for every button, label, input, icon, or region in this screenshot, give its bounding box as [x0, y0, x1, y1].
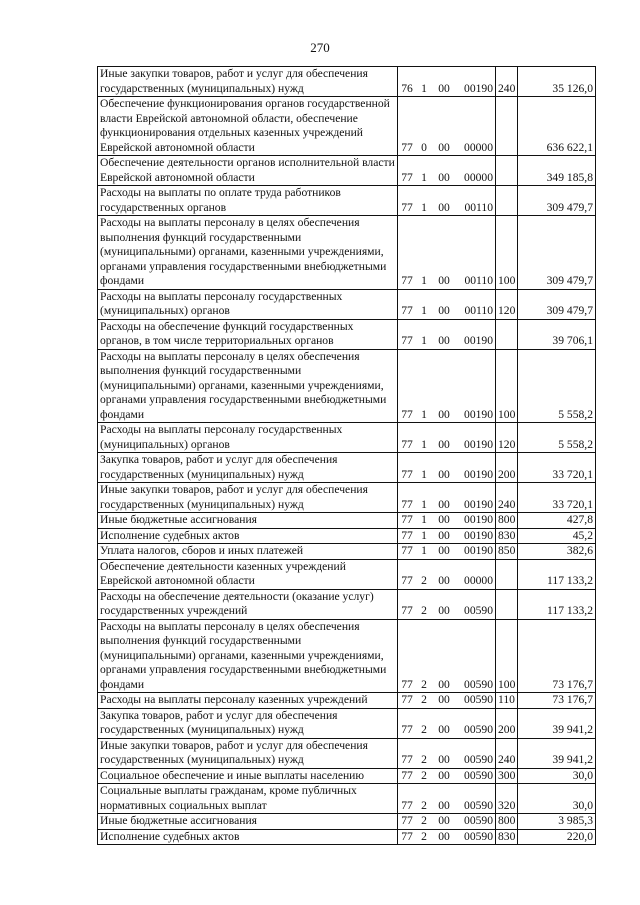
amount-cell: 382,6 [518, 544, 596, 560]
amount-cell: 33 720,1 [518, 453, 596, 483]
code-part: 00 [438, 140, 450, 154]
expense-name-cell: Исполнение судебных актов [98, 528, 398, 544]
code-part: 77 [401, 677, 413, 691]
code-part: 00 [438, 693, 450, 706]
expense-name-cell: Расходы на выплаты персоналу в целях обеспечения выполнения функций государственными (муниципальными) органами, казенными учреждениями, органами управления государственными внебюджетными фондами [98, 619, 398, 693]
code-part: 00190 [464, 528, 493, 542]
code-part: 1 [421, 304, 427, 317]
code-part: 00590 [464, 604, 493, 617]
expense-name-cell: Уплата налогов, сборов и иных платежей [98, 544, 398, 560]
code-part: 77 [401, 497, 413, 511]
code-part: 00110 [464, 200, 493, 214]
table-row [98, 768, 596, 784]
expense-type-cell: 240 [496, 67, 518, 97]
expense-type-cell: 100 [496, 349, 518, 423]
code-part: 77 [401, 407, 413, 421]
expense-type-cell: 830 [496, 829, 518, 845]
amount-cell: 39 941,2 [518, 738, 596, 768]
amount-cell: 309 479,7 [518, 289, 596, 319]
code-part: 00190 [464, 467, 493, 481]
expense-name-cell: Иные бюджетные ассигнования [98, 814, 398, 830]
code-part: 00 [438, 304, 450, 317]
expense-name-cell: Иные закупки товаров, работ и услуг для обеспечения государственных (муниципальных) нужд [98, 67, 398, 97]
code-part: 00 [438, 814, 450, 827]
code-part: 0 [421, 140, 427, 154]
expense-type-cell: 850 [496, 544, 518, 560]
code-part: 00 [438, 170, 450, 184]
code-part: 2 [421, 753, 427, 766]
expense-name-cell: Расходы на обеспечение функций государственных органов, в том числе территориальных органов [98, 319, 398, 349]
code-parts [398, 693, 495, 708]
target-article-code-cell [398, 528, 496, 544]
target-article-code-cell [398, 483, 496, 513]
expense-type-cell [496, 319, 518, 349]
amount-cell: 73 176,7 [518, 619, 596, 693]
amount-cell: 45,2 [518, 528, 596, 544]
target-article-code-cell [398, 289, 496, 319]
code-part: 77 [401, 170, 413, 184]
table-row [98, 453, 596, 483]
code-part: 77 [401, 304, 413, 317]
table-row [98, 349, 596, 423]
code-part: 00 [438, 798, 450, 812]
code-part: 2 [421, 604, 427, 617]
code-part: 00 [438, 467, 450, 481]
expense-name-cell: Расходы на выплаты по оплате труда работников государственных органов [98, 186, 398, 216]
amount-cell: 5 558,2 [518, 423, 596, 453]
code-part: 77 [401, 513, 413, 526]
target-article-code-cell [398, 708, 496, 738]
table-row [98, 784, 596, 814]
code-part: 77 [401, 574, 413, 587]
code-parts [398, 201, 495, 216]
code-part: 1 [421, 274, 427, 287]
target-article-code-cell [398, 186, 496, 216]
code-part: 00590 [464, 829, 493, 843]
expense-type-cell [496, 156, 518, 186]
code-part: 77 [401, 467, 413, 481]
code-parts [398, 304, 495, 319]
target-article-code-cell [398, 349, 496, 423]
target-article-code-cell [398, 693, 496, 709]
code-part: 00190 [464, 513, 493, 526]
code-part: 00110 [464, 274, 493, 287]
expense-type-cell: 120 [496, 289, 518, 319]
amount-cell: 636 622,1 [518, 97, 596, 156]
code-part: 77 [401, 723, 413, 736]
code-part: 2 [421, 723, 427, 736]
target-article-code-cell [398, 784, 496, 814]
expense-name-cell: Расходы на выплаты персоналу в целях обеспечения выполнения функций государственными (муниципальными) органами, казенными учреждениями, органами управления государственными внебюджетными фондами [98, 216, 398, 290]
table-row [98, 708, 596, 738]
code-part: 00 [438, 677, 450, 691]
code-part: 00190 [464, 437, 493, 451]
expense-name-cell: Иные закупки товаров, работ и услуг для обеспечения государственных (муниципальных) нужд [98, 738, 398, 768]
amount-cell: 35 126,0 [518, 67, 596, 97]
expense-type-cell: 240 [496, 738, 518, 768]
code-parts [398, 604, 495, 619]
code-part: 1 [421, 334, 427, 347]
code-part: 77 [401, 200, 413, 214]
code-parts [398, 498, 495, 513]
table-row [98, 528, 596, 544]
table-row [98, 513, 596, 529]
code-part: 77 [401, 437, 413, 451]
amount-cell: 309 479,7 [518, 216, 596, 290]
code-parts [398, 82, 495, 97]
amount-cell: 30,0 [518, 784, 596, 814]
expense-name-cell: Расходы на выплаты персоналу государственных (муниципальных) органов [98, 289, 398, 319]
expense-type-cell: 200 [496, 708, 518, 738]
budget-table [97, 66, 596, 845]
code-parts [398, 513, 495, 528]
table-row [98, 483, 596, 513]
code-part: 2 [421, 677, 427, 691]
code-part: 77 [401, 528, 413, 542]
expense-type-cell: 300 [496, 768, 518, 784]
expense-type-cell: 240 [496, 483, 518, 513]
expense-type-cell [496, 97, 518, 156]
code-part: 2 [421, 798, 427, 812]
code-part: 00 [438, 437, 450, 451]
target-article-code-cell [398, 67, 496, 97]
budget-table-body [98, 67, 596, 845]
code-parts [398, 141, 495, 156]
amount-cell: 30,0 [518, 768, 596, 784]
code-part: 1 [421, 467, 427, 481]
code-part: 77 [401, 274, 413, 287]
code-parts [398, 544, 495, 559]
code-part: 00 [438, 829, 450, 843]
code-part: 77 [401, 140, 413, 154]
code-part: 2 [421, 814, 427, 827]
amount-cell: 39 941,2 [518, 708, 596, 738]
code-part: 77 [401, 798, 413, 812]
code-part: 00 [438, 274, 450, 287]
code-part: 1 [421, 437, 427, 451]
target-article-code-cell [398, 814, 496, 830]
code-parts [398, 334, 495, 349]
expense-name-cell: Социальное обеспечение и иные выплаты населению [98, 768, 398, 784]
code-part: 2 [421, 829, 427, 843]
code-part: 77 [401, 544, 413, 557]
expense-name-cell: Обеспечение функционирования органов государственной власти Еврейской автономной области, обеспечение функционирования отдельных казенных учреждений Еврейской автономной области [98, 97, 398, 156]
expense-type-cell: 110 [496, 693, 518, 709]
code-part: 77 [401, 604, 413, 617]
target-article-code-cell [398, 544, 496, 560]
code-part: 00 [438, 200, 450, 214]
expense-name-cell: Социальные выплаты гражданам, кроме публичных нормативных социальных выплат [98, 784, 398, 814]
code-parts [398, 678, 495, 693]
table-row [98, 693, 596, 709]
expense-type-cell: 800 [496, 513, 518, 529]
code-part: 00000 [464, 170, 493, 184]
code-part: 00 [438, 574, 450, 587]
code-parts [398, 274, 495, 289]
expense-type-cell [496, 186, 518, 216]
code-parts [398, 753, 495, 768]
table-row [98, 589, 596, 619]
expense-name-cell: Обеспечение деятельности казенных учреждений Еврейской автономной области [98, 559, 398, 589]
code-part: 00 [438, 768, 450, 782]
code-part: 00000 [464, 574, 493, 587]
table-row [98, 156, 596, 186]
target-article-code-cell [398, 589, 496, 619]
code-parts [398, 171, 495, 186]
expense-name-cell: Расходы на выплаты персоналу в целях обеспечения выполнения функций государственными (муниципальными) органами, казенными учреждениями, органами управления государственными внебюджетными фондами [98, 349, 398, 423]
expense-name-cell: Исполнение судебных актов [98, 829, 398, 845]
code-part: 1 [421, 497, 427, 511]
code-part: 00590 [464, 798, 493, 812]
code-part: 00 [438, 753, 450, 766]
expense-name-cell: Закупка товаров, работ и услуг для обеспечения государственных (муниципальных) нужд [98, 453, 398, 483]
code-parts [398, 468, 495, 483]
code-part: 76 [401, 81, 413, 95]
code-parts [398, 529, 495, 544]
code-part: 00 [438, 407, 450, 421]
target-article-code-cell [398, 156, 496, 186]
code-parts [398, 830, 495, 845]
code-part: 00 [438, 528, 450, 542]
code-part: 00110 [464, 304, 493, 317]
code-parts [398, 799, 495, 814]
table-row [98, 216, 596, 290]
expense-type-cell: 100 [496, 619, 518, 693]
code-part: 77 [401, 334, 413, 347]
code-part: 00190 [464, 544, 493, 557]
code-part: 00190 [464, 334, 493, 347]
amount-cell: 427,8 [518, 513, 596, 529]
table-row [98, 544, 596, 560]
code-part: 00190 [464, 497, 493, 511]
expense-name-cell: Расходы на выплаты персоналу казенных учреждений [98, 693, 398, 709]
expense-type-cell: 800 [496, 814, 518, 830]
code-part: 00590 [464, 693, 493, 706]
code-part: 1 [421, 170, 427, 184]
code-part: 00590 [464, 677, 493, 691]
code-part: 1 [421, 528, 427, 542]
code-part: 1 [421, 407, 427, 421]
target-article-code-cell [398, 559, 496, 589]
code-part: 1 [421, 200, 427, 214]
expense-type-cell: 100 [496, 216, 518, 290]
code-part: 00 [438, 604, 450, 617]
expense-name-cell: Расходы на выплаты персоналу государственных (муниципальных) органов [98, 423, 398, 453]
code-part: 00 [438, 497, 450, 511]
table-row [98, 319, 596, 349]
code-part: 00 [438, 723, 450, 736]
code-part: 00190 [464, 81, 493, 95]
expense-name-cell: Расходы на обеспечение деятельности (оказание услуг) государственных учреждений [98, 589, 398, 619]
code-parts [398, 408, 495, 423]
target-article-code-cell [398, 423, 496, 453]
code-part: 00190 [464, 407, 493, 421]
code-part: 77 [401, 768, 413, 782]
table-row [98, 829, 596, 845]
target-article-code-cell [398, 619, 496, 693]
expense-name-cell: Иные бюджетные ассигнования [98, 513, 398, 529]
table-row [98, 619, 596, 693]
code-part: 77 [401, 753, 413, 766]
code-parts [398, 438, 495, 453]
amount-cell: 33 720,1 [518, 483, 596, 513]
code-part: 1 [421, 81, 427, 95]
amount-cell: 220,0 [518, 829, 596, 845]
table-row [98, 814, 596, 830]
code-part: 1 [421, 544, 427, 557]
amount-cell: 3 985,3 [518, 814, 596, 830]
code-part: 00590 [464, 723, 493, 736]
code-part: 2 [421, 693, 427, 706]
table-row [98, 738, 596, 768]
target-article-code-cell [398, 513, 496, 529]
code-parts [398, 723, 495, 738]
code-part: 00 [438, 513, 450, 526]
code-part: 2 [421, 768, 427, 782]
expense-name-cell: Иные закупки товаров, работ и услуг для обеспечения государственных (муниципальных) нужд [98, 483, 398, 513]
amount-cell: 73 176,7 [518, 693, 596, 709]
expense-name-cell: Закупка товаров, работ и услуг для обеспечения государственных (муниципальных) нужд [98, 708, 398, 738]
page-number: 270 [310, 40, 330, 55]
table-row [98, 97, 596, 156]
amount-cell: 5 558,2 [518, 349, 596, 423]
code-part: 00590 [464, 768, 493, 782]
amount-cell: 309 479,7 [518, 186, 596, 216]
table-row [98, 423, 596, 453]
expense-name-cell: Обеспечение деятельности органов исполнительной власти Еврейской автономной области [98, 156, 398, 186]
table-row [98, 559, 596, 589]
code-part: 00 [438, 544, 450, 557]
code-part: 1 [421, 513, 427, 526]
target-article-code-cell [398, 453, 496, 483]
amount-cell: 349 185,8 [518, 156, 596, 186]
amount-cell: 117 133,2 [518, 589, 596, 619]
target-article-code-cell [398, 829, 496, 845]
expense-type-cell [496, 559, 518, 589]
code-part: 00 [438, 334, 450, 347]
table-row [98, 186, 596, 216]
code-part: 77 [401, 814, 413, 827]
code-part: 77 [401, 693, 413, 706]
code-parts [398, 769, 495, 784]
table-row [98, 289, 596, 319]
code-part: 77 [401, 829, 413, 843]
target-article-code-cell [398, 319, 496, 349]
expense-type-cell: 830 [496, 528, 518, 544]
expense-type-cell: 200 [496, 453, 518, 483]
target-article-code-cell [398, 738, 496, 768]
expense-type-cell: 320 [496, 784, 518, 814]
code-part: 00590 [464, 814, 493, 827]
code-part: 00590 [464, 753, 493, 766]
amount-cell: 117 133,2 [518, 559, 596, 589]
code-part: 00000 [464, 140, 493, 154]
target-article-code-cell [398, 216, 496, 290]
code-parts [398, 814, 495, 829]
code-part: 2 [421, 574, 427, 587]
code-parts [398, 574, 495, 589]
table-row [98, 67, 596, 97]
target-article-code-cell [398, 768, 496, 784]
expense-type-cell [496, 589, 518, 619]
code-part: 00 [438, 81, 450, 95]
expense-type-cell: 120 [496, 423, 518, 453]
target-article-code-cell [398, 97, 496, 156]
amount-cell: 39 706,1 [518, 319, 596, 349]
